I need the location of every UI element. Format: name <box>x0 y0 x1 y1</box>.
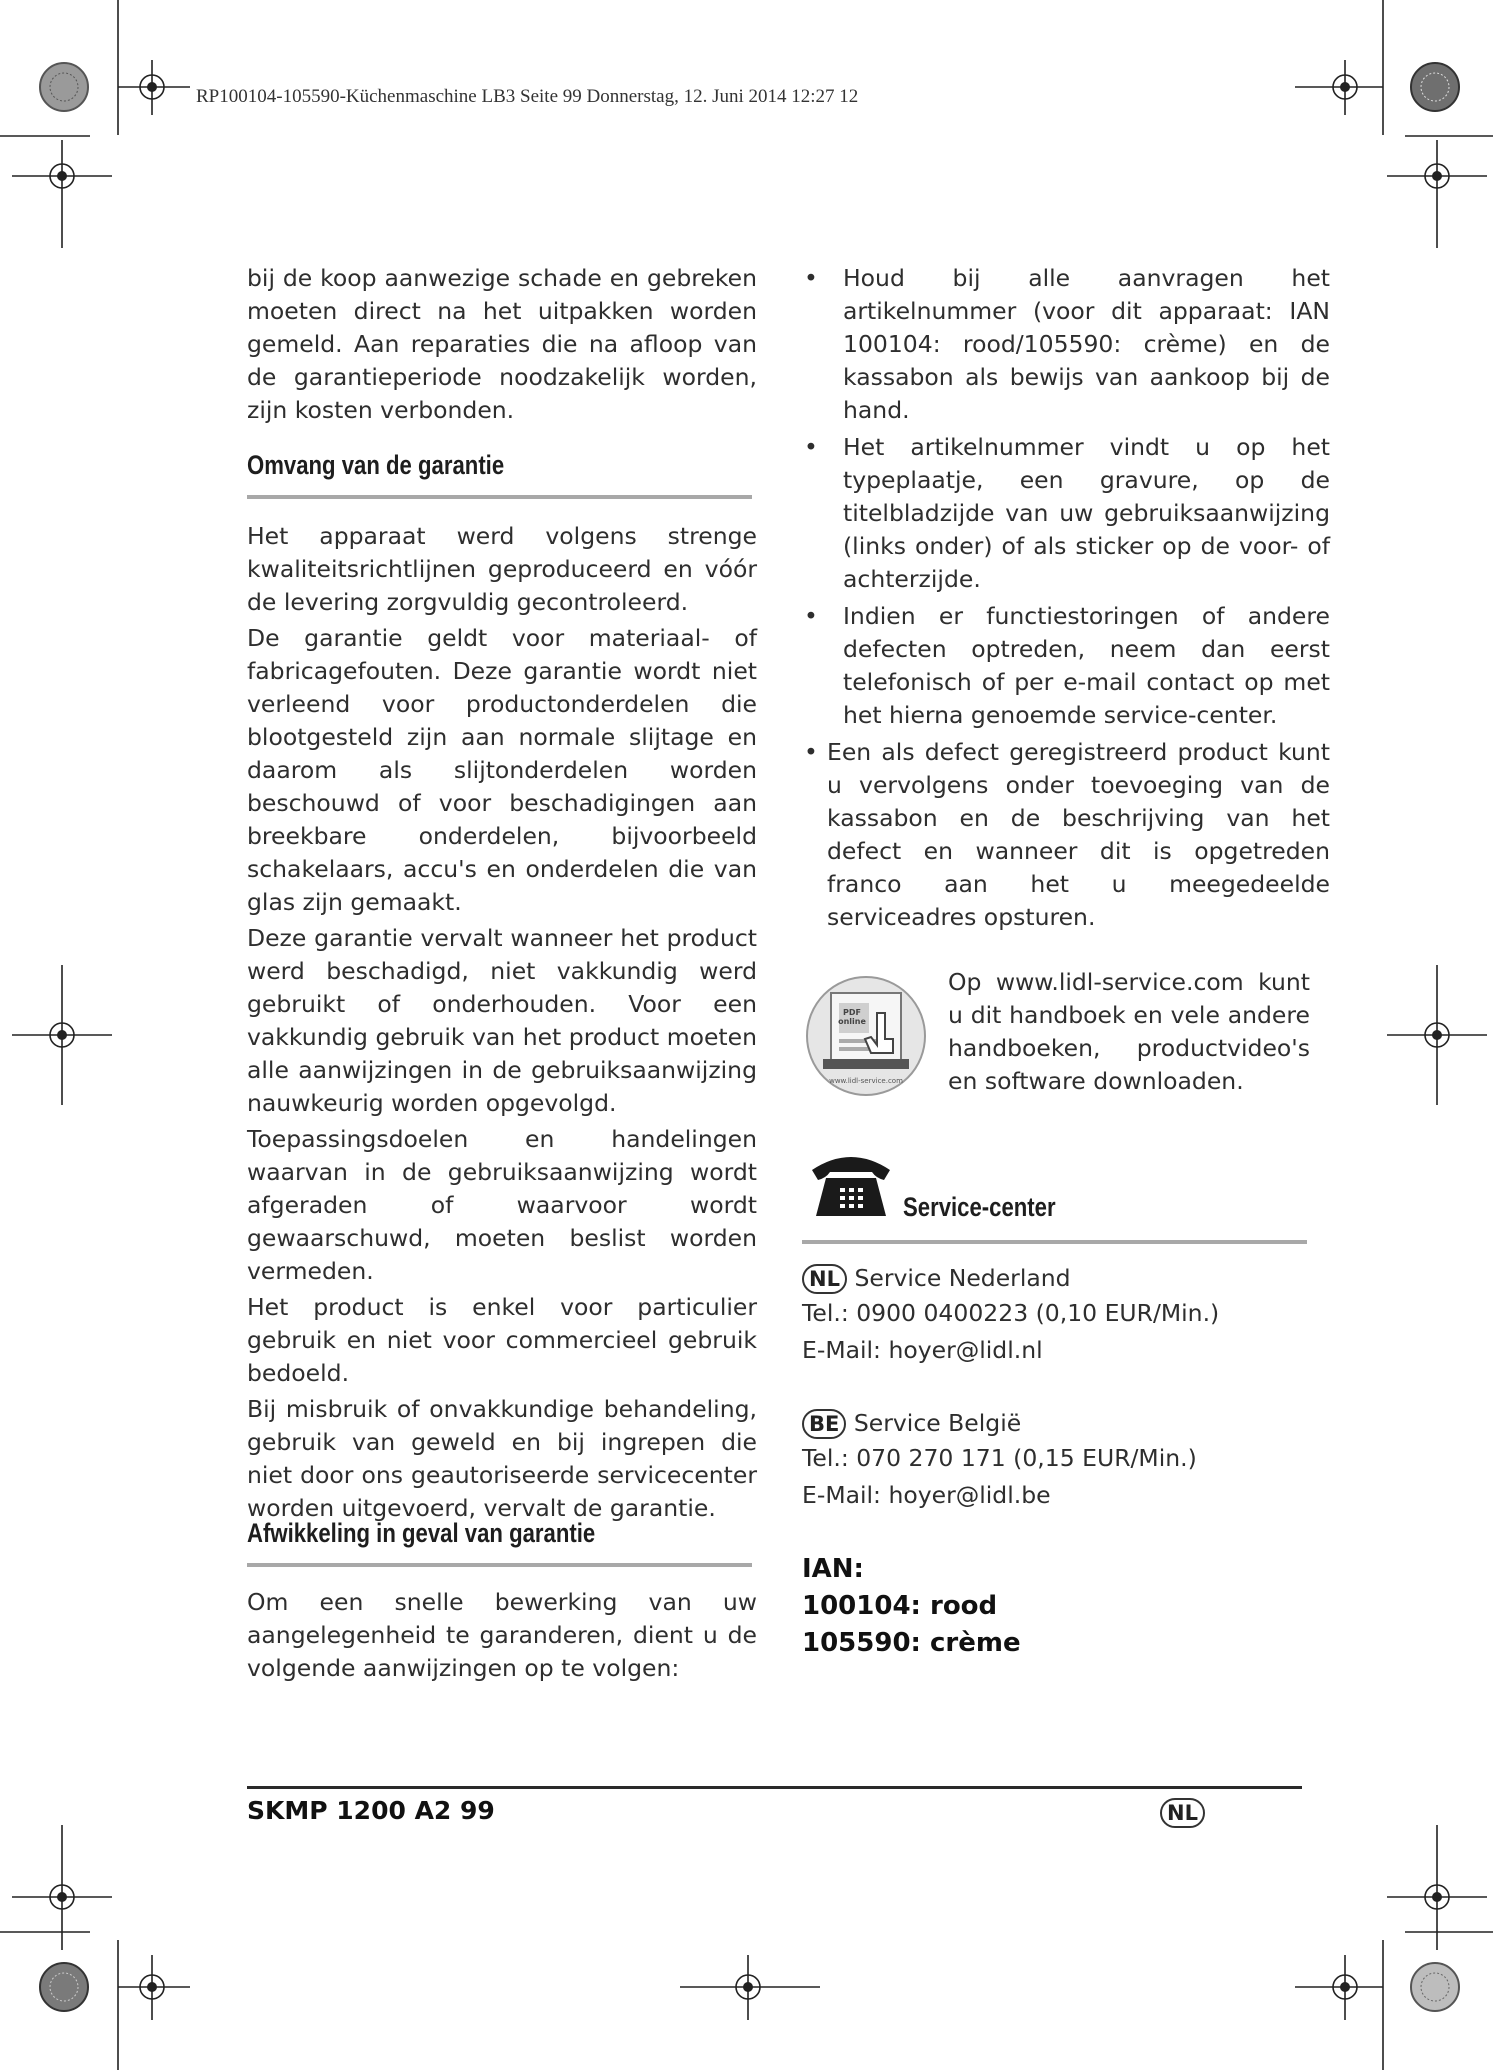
download-paragraph: Op www.lidl-service.com kunt u dit handboek en vele andere handboeken, productvideo's en software downloaden. <box>948 968 1310 1095</box>
service-be-block <box>802 1407 1322 1512</box>
ian-block <box>802 1551 1021 1662</box>
ian-label: IAN: <box>802 1554 864 1584</box>
service-name: Service Nederland <box>854 1264 1071 1292</box>
list-item: • Het artikelnummer vindt u op het typeplaatje, een gravure, op de titelbladzijde van uw gebruiksaanwijzing (links onder) of als sticker op de voor- of achterzijde. <box>800 431 1330 596</box>
paragraph: Bij misbruik of onvakkundige behandeling, gebruik van geweld en bij ingrepen die niet door ons geautoriseerde servicecenter worden uitgevoerd, vervalt de garantie. <box>247 1395 757 1522</box>
paragraph: Om een snelle bewerking van uw aangelegenheid te garanderen, dient u de volgende aanwijzingen op te volgen: <box>247 1588 757 1682</box>
paragraph: Het apparaat werd volgens strenge kwaliteitsrichtlijnen geproduceerd en vóór de levering zorgvuldig gecontroleerd. <box>247 522 757 616</box>
section-heading-omvang: Omvang van de garantie <box>247 450 505 480</box>
phone-icon <box>806 1148 896 1220</box>
section-rule <box>247 495 752 499</box>
nl-badge: NL <box>802 1264 847 1294</box>
section-rule <box>247 1563 752 1567</box>
paragraph: Toepassingsdoelen en handelingen waarvan in de gebruiksaanwijzing wordt afgeraden of waarvoor wordt gewaarschuwd, moeten beslist worden vermeden. <box>247 1125 757 1285</box>
service-email: E-Mail: hoyer@lidl.nl <box>802 1336 1043 1364</box>
service-name: Service België <box>853 1409 1022 1437</box>
icon-caption: www.lidl-service.com <box>829 1077 903 1085</box>
footer-model-page: SKMP 1200 A2 99 <box>247 1796 495 1825</box>
afwikkeling-section <box>247 1586 757 1685</box>
lidl-service-download-icon <box>803 975 929 1097</box>
list-item: • Een als defect geregistreerd product kunt u vervolgens onder toevoeging van de kassabon en de beschrijving van het defect en wanneer dit is opgetreden franco aan het u meegedeelde serviceadres opsturen. <box>800 736 1330 934</box>
footer-rule <box>247 1786 1302 1789</box>
footer-language-badge <box>1160 1798 1205 1828</box>
ian-creme: 105590: crème <box>802 1628 1021 1658</box>
section-rule <box>802 1240 1307 1244</box>
service-tel: Tel.: 0900 0400223 (0,10 EUR/Min.) <box>802 1299 1220 1327</box>
language-badge: NL <box>1160 1798 1205 1828</box>
section-heading-afwikkeling: Afwikkeling in geval van garantie <box>247 1518 596 1548</box>
service-tel: Tel.: 070 270 171 (0,15 EUR/Min.) <box>802 1444 1197 1472</box>
list-item: • Houd bij alle aanvragen het artikelnummer (voor dit apparaat: IAN 100104: rood/105590: crème) en de kassabon als bewijs van aankoop bij de hand. <box>800 262 1330 427</box>
service-center-heading: Service-center <box>903 1192 1056 1222</box>
service-nl-block <box>802 1262 1322 1367</box>
intro-paragraph: bij de koop aanwezige schade en gebreken moeten direct na het uitpakken worden gemeld. Aan reparaties die na afloop van de garantieperiode noodzakelijk worden, zijn kosten verbonden. <box>247 264 757 424</box>
left-column <box>247 262 757 427</box>
paragraph: De garantie geldt voor materiaal- of fabricagefouten. Deze garantie wordt niet verleend voor productonderdelen die blootgesteld zijn aan normale slijtage en daarom als slijtonderdelen worden beschouwd of voor beschadigingen aan breekbare onderdelen, bijvoorbeeld schakelaars, accu's en onderdelen die van glas zijn gemaakt. <box>247 624 757 916</box>
download-text <box>948 966 1310 1098</box>
list-item: • Indien er functiestoringen of andere defecten optreden, neem dan eerst telefonisch of per e-mail contact op met het hierna genoemde service-center. <box>800 600 1330 732</box>
be-badge: BE <box>802 1409 846 1439</box>
print-header: RP100104-105590-Küchenmaschine LB3 Seite 99 Donnerstag, 12. Juni 2014 12:27 12 <box>196 86 859 107</box>
paragraph: Deze garantie vervalt wanneer het product werd beschadigd, niet vakkundig werd gebruikt of onderhouden. Voor een vakkundig gebruik van het product moeten alle aanwijzingen in de gebruiksaanwijzing nauwkeurig worden opgevolgd. <box>247 924 757 1117</box>
service-email: E-Mail: hoyer@lidl.be <box>802 1481 1051 1509</box>
icon-sticker-text: PDF online <box>838 1008 866 1026</box>
paragraph: Het product is enkel voor particulier gebruik en niet voor commercieel gebruik bedoeld. <box>247 1293 757 1387</box>
ian-red: 100104: rood <box>802 1591 998 1621</box>
right-column-bullets <box>800 262 1330 938</box>
omvang-section <box>247 520 757 1525</box>
